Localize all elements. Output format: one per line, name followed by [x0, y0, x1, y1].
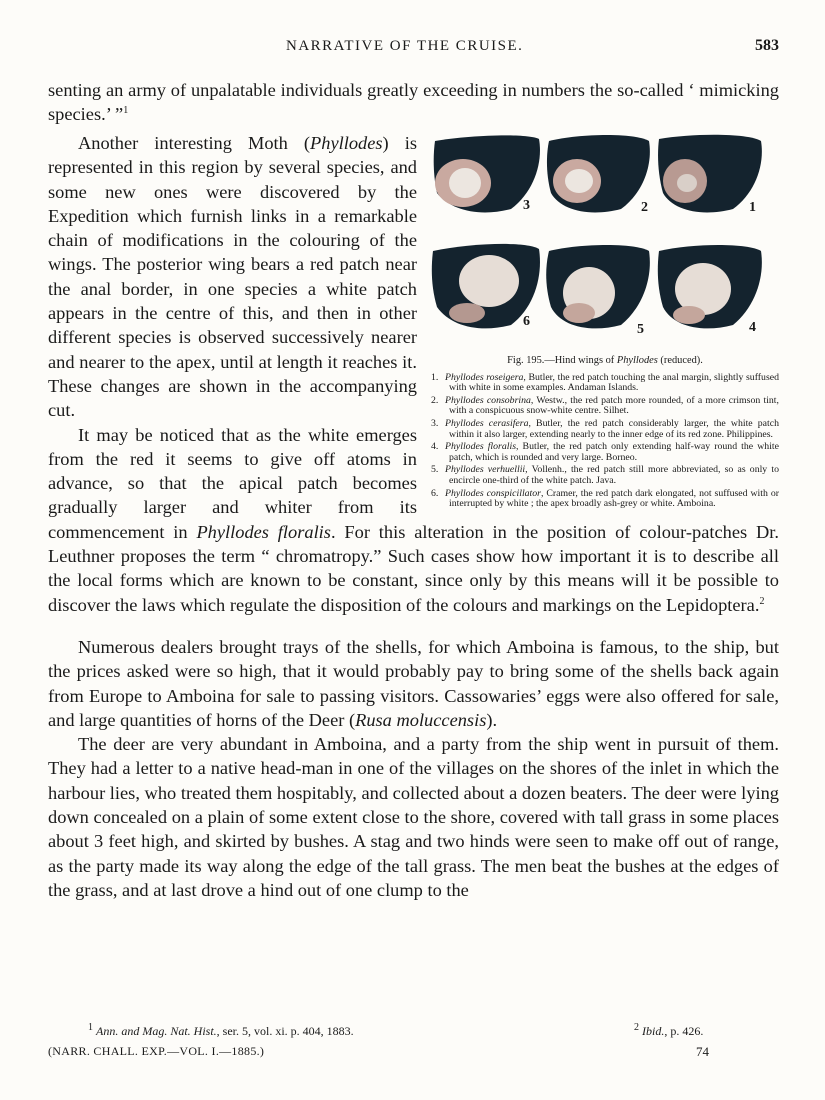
- running-header: [48, 38, 779, 60]
- footnote-ref-2: 2: [759, 595, 765, 607]
- wing-label-6: 6: [523, 314, 530, 329]
- wings-illustration: [431, 131, 779, 349]
- wing-4: [658, 245, 762, 335]
- wing-5: [546, 245, 650, 337]
- wing-2: [547, 135, 650, 215]
- legend-item: 4. Phyllodes floralis, Butler, the red patch only extending half-way round the white patch, which is rounded and very large. Borneo.: [431, 441, 779, 463]
- signature-mark: 74: [696, 1044, 709, 1059]
- running-title: NARRATIVE OF THE CRUISE.: [286, 38, 524, 54]
- wing-6: [432, 244, 540, 329]
- paragraph-dealers: Numerous dealers brought trays of the shells, for which Amboina is famous, to the ship, but the prices asked were so high, that it would probably pay to bring some of the shells back again from Europe to Amboina for sale to passing visitors. Cassowaries’ eggs were also offered for sale, and large quantities of horns of the Deer (Rusa moluccensis).: [48, 636, 779, 730]
- imprint-line: (NARR. CHALL. EXP.—VOL. I.—1885.): [48, 1044, 265, 1058]
- species-rusa: Rusa moluccensis: [355, 709, 487, 730]
- wing-label-5: 5: [637, 322, 644, 337]
- wing-label-4: 4: [749, 320, 756, 335]
- wing-label-3: 3: [523, 198, 530, 213]
- figure-195: [431, 131, 779, 512]
- wing-label-2: 2: [641, 200, 648, 215]
- genus-name: Phyllodes: [310, 133, 383, 153]
- wing-3: [434, 135, 540, 213]
- paragraph-deer-hunt: The deer are very abundant in Amboina, and a party from the ship went in pursuit of them. They had a letter to a native head-man in one of the villages on the shores of the inlet in which the harbour lies, who treated them hospitably, and collected about a dozen beaters. The deer were lying down concealed on a plain of some extent close to the shore, covered with tall grass in some places about 3 feet high, and skirted by bushes. A stag and two hinds were seen to make off out of range, as the party made its way along the edge of the tall grass. The men beat the bushes at the edges of the grass, and at last drove a hind out of one clump to the: [48, 734, 779, 900]
- footnote-1: $^1$ Ann. and Mag. Nat. Hist., ser. 5, vol. xi. p. 404, 1883.: [88, 1022, 354, 1038]
- figure-caption: Fig. 195.—Hind wings of Phyllodes (reduced).: [507, 355, 703, 366]
- paragraph-chromatropy: It may be noticed that as the white emerges from the red it seems to give off atoms in advance, so that the apical patch becomes gradually larger and whiter from its commencement in Phyllodes floralis. For this alteration in the position of colour-patches Dr. Leuthner proposes the term “ chromatropy.” Such cases show how important it is to describe all the local forms which are known to be constant, since only by this means will it be possible to discover the laws which regulate the disposition of the colours and markings on the Lepidoptera.$^2$: [48, 424, 779, 615]
- legend-item: 2. Phyllodes consobrina, Westw., the red patch more rounded, of a more crimson tint, with a conspicuous snow-white centre. Silhet.: [431, 394, 779, 417]
- species-floralis: Phyllodes floralis: [196, 521, 331, 542]
- wing-label-1: 1: [749, 200, 756, 215]
- footnote-ref-1: 1: [123, 105, 129, 117]
- legend-item: 1. Phyllodes roseigera, Butler, the red patch touching the anal margin, slightly suffused with white in some examples. Andaman Islands.: [431, 371, 779, 394]
- wing-1: [658, 135, 762, 215]
- paragraph-phyllodes: Another interesting Moth (Phyllodes) is represented in this region by several species, and some new ones were discovered by the Expedition which furnish links in a remarkable chain of modifications in the colouring of the wings. The posterior wing bears a red patch near the anal border, in one species a white patch appears in the centre of this, and then in other different species is observed successively nearer and nearer to the apex, until at length it reaches it. These changes are shown in the accompanying cut.: [48, 133, 417, 421]
- main-text: [48, 78, 779, 127]
- legend-item: 5. Phyllodes verhuellii, Vollenh., the red patch still more abbreviated, so as only to encircle one-third of the white patch. Java.: [431, 464, 779, 486]
- paragraph-continuation: senting an army of unpalatable individuals greatly exceeding in numbers the so-called ‘ mimicking species.’ ”$^1$: [48, 80, 779, 125]
- legend-item: 6. Phyllodes conspicillator, Cramer, the red patch dark elongated, not suffused with or interrupted by white ; the apex broadly ash-grey or white. Amboina.: [431, 487, 779, 510]
- legend-item: 3. Phyllodes cerasifera, Butler, the red patch considerably larger, the white patch within it also larger, extending nearly to the inner edge of its red zone. Philippines.: [431, 417, 779, 440]
- figure-legend: [431, 373, 779, 510]
- footnote-2: $^2$ Ibid., p. 426.: [634, 1022, 704, 1038]
- page-number: 583: [755, 37, 779, 54]
- main-text-flow: [48, 131, 779, 902]
